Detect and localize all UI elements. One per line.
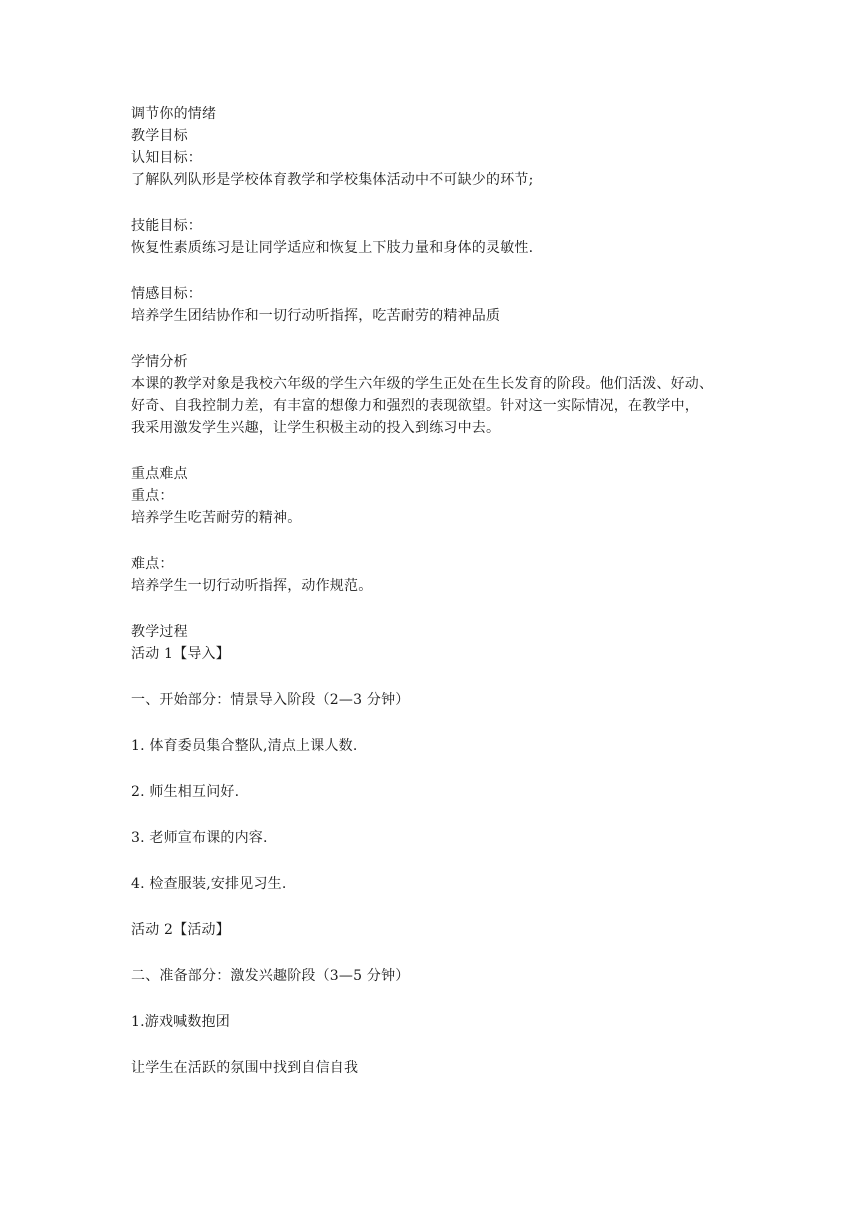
spacer: [131, 895, 731, 919]
process-heading: 教学过程: [131, 624, 188, 640]
document-body: [131, 103, 731, 1079]
spacer: [131, 665, 731, 689]
game-description: 让学生在活跃的氛围中找到自信自我: [131, 1060, 359, 1076]
emotion-text: 培养学生团结协作和一切行动听指挥，吃苦耐劳的精神品质: [131, 308, 501, 324]
activity-1-heading: 活动 1【导入】: [131, 646, 230, 662]
key-label: 重点：: [131, 488, 174, 504]
objectives-heading: 教学目标: [131, 128, 188, 144]
spacer: [131, 1033, 731, 1057]
spacer: [131, 757, 731, 781]
step-3: 3. 老师宣布课的内容.: [131, 830, 268, 846]
spacer: [131, 327, 731, 351]
analysis-heading: 学情分析: [131, 354, 188, 370]
spacer: [131, 849, 731, 873]
spacer: [131, 439, 731, 463]
analysis-line-1: 本课的教学对象是我校六年级的学生六年级的学生正处在生长发育的阶段。他们活泼、好动、: [131, 376, 714, 392]
step-4: 4. 检查服装,安排见习生.: [131, 876, 287, 892]
document-title: 调节你的情绪: [131, 106, 217, 122]
spacer: [131, 597, 731, 621]
activity-2-heading: 活动 2【活动】: [131, 922, 230, 938]
spacer: [131, 803, 731, 827]
key-text: 培养学生吃苦耐劳的精神。: [131, 510, 302, 526]
key-heading: 重点难点: [131, 466, 188, 482]
part-2-heading: 二、准备部分：激发兴趣阶段（3—5 分钟）: [131, 968, 410, 984]
spacer: [131, 529, 731, 553]
skill-text: 恢复性素质练习是让同学适应和恢复上下肢力量和身体的灵敏性.: [131, 240, 534, 256]
spacer: [131, 259, 731, 283]
part-1-heading: 一、开始部分：情景导入阶段（2—3 分钟）: [131, 692, 410, 708]
skill-label: 技能目标：: [131, 218, 202, 234]
cognitive-label: 认知目标：: [131, 150, 202, 166]
spacer: [131, 941, 731, 965]
spacer: [131, 987, 731, 1011]
analysis-line-2: 好奇、自我控制力差，有丰富的想像力和强烈的表现欲望。针对这一实际情况，在教学中，: [131, 398, 699, 414]
game-heading: 1.游戏喊数抱团: [131, 1014, 230, 1030]
step-2: 2. 师生相互问好.: [131, 784, 240, 800]
step-1: 1. 体育委员集合整队,清点上课人数.: [131, 738, 358, 754]
emotion-label: 情感目标：: [131, 286, 202, 302]
spacer: [131, 191, 731, 215]
cognitive-text: 了解队列队形是学校体育教学和学校集体活动中不可缺少的环节;: [131, 172, 534, 188]
spacer: [131, 711, 731, 735]
difficulty-label: 难点：: [131, 556, 174, 572]
analysis-line-3: 我采用激发学生兴趣，让学生积极主动的投入到练习中去。: [131, 420, 501, 436]
difficulty-text: 培养学生一切行动听指挥，动作规范。: [131, 578, 373, 594]
